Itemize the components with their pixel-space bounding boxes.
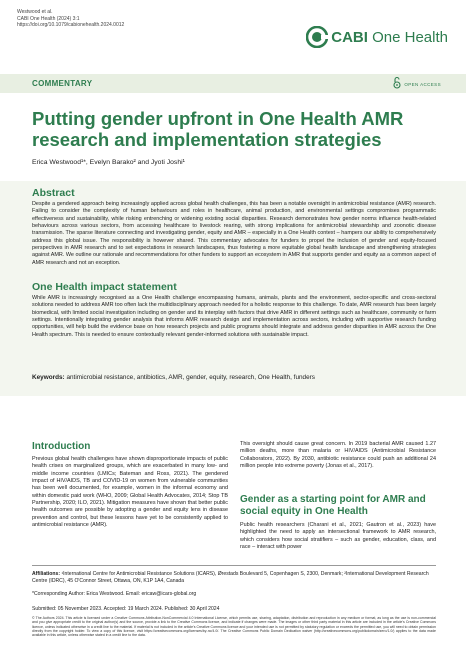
citation-block [17, 9, 124, 29]
keywords-text: antimicrobial resistance, antibiotics, AMR, gender, equity, research, One Health, funders [66, 374, 315, 381]
affiliations-label: Affiliations: [32, 571, 61, 577]
impact-heading: One Health impact statement [32, 281, 177, 293]
abstract-heading: Abstract [32, 187, 75, 199]
article-title: Putting gender upfront in One Health AMR research and implementation strategies [32, 108, 404, 150]
citation-journal: CABI One Health (2024) 3:1 [17, 15, 80, 22]
affiliations [32, 571, 436, 584]
citation-doi[interactable]: https://doi.org/10.1079/cabionehealth.2024.0012 [17, 22, 125, 28]
gender-section-heading: Gender as a starting point for AMR and social equity in One Health [240, 494, 426, 517]
introduction-text: Previous global health challenges have shown disproportionate impacts of public health crises on marginalized groups, which are exacerbated in many low- and middle income countries (LMICs; Bateman and Ross, 2021). The gendered impact of HIV/AIDS, TB and COVID-19 on women from vulnerable communities has been well documented, for example, women in the informal economy and within domestic paid work (WHO, 2009; Global Health Advocates, 2014; Stop TB Partnership, 2020; ILO, 2021). Mitigation measures have shown that better public health outcomes are possible by adopting a gender and equity lens in disease prevention and control, but these lessons have yet to be consistently applied to antimicrobial resistance (AMR). [32, 456, 228, 529]
keywords-label: Keywords: [32, 374, 65, 381]
license-text: © The Authors 2024. This article is licensed under a Creative Commons Attribution-NonCommercial 4.0 International License, which permits use, sharing, adaptation, distribution and reproduction in any medium or format, as long as the use is non-commercial and you give appropriate credit to the original author(s) and the source, provide a link to the Creative Commons licence, and indicate if changes were made. The images or other third party material in this article are included in the article's Creative Commons licence, unless indicated otherwise in a credit line to the material. If material is not included in the article's Creative Commons licence and your intended use is not permitted by statutory regulation or exceeds the permitted use, you will need to obtain permission directly from the copyright holder. To view a copy of this licence, visit https://creativecommons.org/licenses/by-nc/4.0/. The Creative Commons Public Domain Dedication waiver (http://creativecommons.org/publicdomain/zero/1.0/) applies to the data made available in this article, unless otherwise stated in a credit line to the data. [32, 616, 436, 638]
article-type-band [0, 74, 466, 93]
affiliations-text: ¹International Centre for Antimicrobial Resistance Solutions (ICARS), Ørestads Boulevard 5, Copenhagen S, 2300, Denmark; ²International Development Research Centre (IDRC), 45 O'Connor Street, Ottawa, ON, K1P 1A4, Canada [32, 571, 429, 584]
abstract-text: Despite a gendered approach being increasingly applied across global health challenges, this has been a notable oversight in antimicrobial resistance (AMR) research. Failing to consider the complexity of human behaviours and roles in healthcare, animal production, and environmental settings compromises programmatic effectiveness and sustainability, while risking entrenching or widening existing social disparities. Research demonstrates how gender norms influence health-related behaviours across various sectors, from accessing healthcare to livestock rearing, with strong implications for antimicrobial stewardship and zoonotic disease transmission. The sparse literature connecting and investigating gender, equity and AMR – especially in a One Health context – hampers our ability to comprehensively address this global issue. The responsibility is however shared. This commentary advocates for funders to propel the inclusion of gender and equity-focused perspectives in AMR research and to set expectations in research landscapes, thus fostering a more equitable global health landscape and strengthening strategies against AMR. We outline our rationale and recommendations for other funders to support an ecosystem in AMR that supports gender and equity as a common aspect of AMR research and not an exception. [32, 201, 436, 266]
open-access-lock-icon [392, 76, 402, 89]
gender-section-text: Public health researchers (Charani et al., 2021; Gautron et al., 2023) have highlighted the need to apply an intersectional framework to AMR research, which considers how social stratifiers – such as gender, education, class, and race – interact with power [240, 522, 436, 551]
author-list: Erica Westwood¹*, Evelyn Barako² and Jyoti Joshi¹ [32, 159, 185, 166]
introduction-heading: Introduction [32, 441, 91, 452]
cabi-one-health-logo[interactable] [306, 26, 448, 48]
open-access-badge [392, 80, 441, 89]
article-type-label: COMMENTARY [32, 79, 93, 88]
citation-authors: Westwood et al. [17, 9, 53, 15]
logo-name: One Health [372, 28, 448, 46]
footer-divider [32, 565, 436, 566]
keywords-line [32, 374, 315, 381]
logo-brand: CABI [331, 28, 368, 46]
cabi-logo-icon [306, 26, 328, 48]
open-access-label: OPEN ACCESS [404, 82, 441, 87]
impact-text: While AMR is increasingly recognised as a One Health challenge encompassing humans, animals, plants and the environment, sector-specific and cross-sectoral solutions needed to address AMR too often lack the multidisciplinary approach needed for a holistic response to this challenge. To date, AMR research has been largely biomedical, with limited social investigation including on gender and its interplay with factors that drive AMR in different settings such as healthcare, community or farm settings. Intentionally integrating gender analysis that informs AMR research design and implementation across sectors, including with supportive research funding opportunities, will help build the evidence base on how research projects and public programs should integrate and address gender disparities in AMR across the One Health spectrum. This is needed to ensure contextually relevant gender-informed solutions with sustainable impact. [32, 295, 436, 338]
right-column-text: This oversight should cause great concern. In 2019 bacterial AMR caused 1.27 million deaths, more than malaria or HIV/AIDS (Antimicrobial Resistance Collaborators, 2022). By 2030, antibiotic resistance could push an additional 24 million people into extreme poverty (Jonas et al., 2017). [240, 441, 436, 470]
corresponding-author[interactable]: *Corresponding Author: Erica Westwood. Email: ericaw@icars-global.org [32, 591, 197, 597]
publication-dates: Submitted: 05 November 2023. Accepted: 19 March 2024. Published: 30 April 2024 [32, 606, 220, 612]
